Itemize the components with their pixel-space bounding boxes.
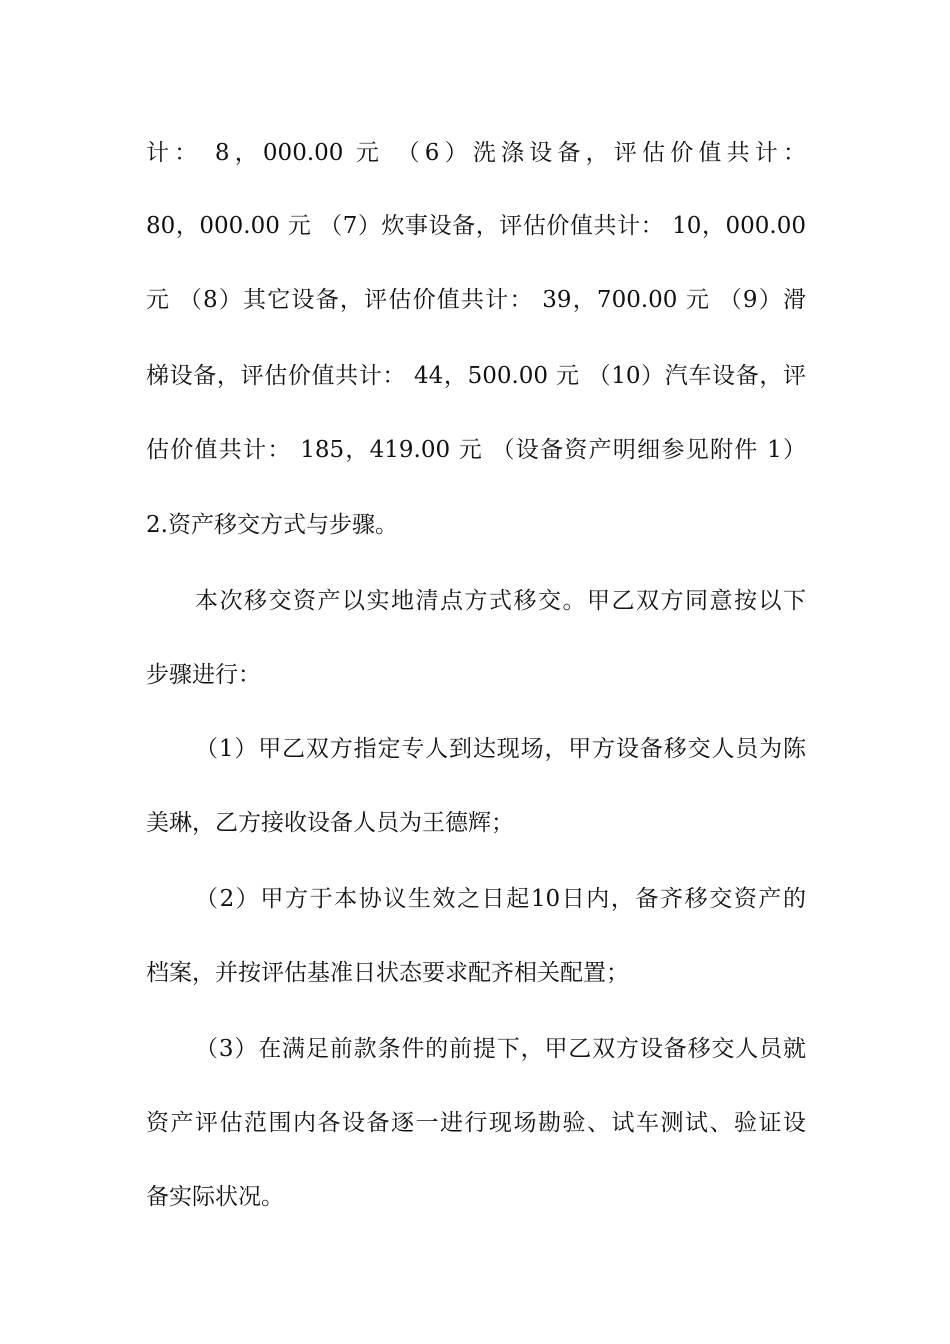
text-line-10: 美琳，乙方接收设备人员为王德辉； [146,810,514,836]
text-line-7: 本次移交资产以实地清点方式移交。甲乙双方同意按以下 [195,588,806,614]
text-line-15: 备实际状况。 [146,1184,284,1210]
text-line-4: 梯设备，评估价值共计： 44，500.00 元 （10）汽车设备，评 [146,363,806,389]
text-line-8: 步骤进行： [146,662,261,688]
text-line-14: 资产评估范围内各设备逐一进行现场勘验、试车测试、验证设 [146,1110,806,1136]
text-line-1: 计： 8，000.00 元 （6）洗涤设备，评估价值共计： [146,140,806,166]
text-line-12: 档案，并按评估基准日状态要求配齐相关配置； [146,960,629,986]
section-heading: 2.资产移交方式与步骤。 [146,512,398,538]
text-line-3: 元 （8）其它设备，评估价值共计： 39，700.00 元 （9）滑 [146,287,806,313]
text-line-11: （2）甲方于本协议生效之日起10日内，备齐移交资产的 [195,886,806,912]
text-line-13: （3）在满足前款条件的前提下，甲乙双方设备移交人员就 [195,1036,806,1062]
text-line-5: 估价值共计： 185，419.00 元 （设备资产明细参见附件 1） [146,437,806,463]
text-line-2: 80，000.00 元 （7）炊事设备，评估价值共计： 10，000.00 [146,213,806,239]
text-line-9: （1）甲乙双方指定专人到达现场，甲方设备移交人员为陈 [195,736,806,762]
